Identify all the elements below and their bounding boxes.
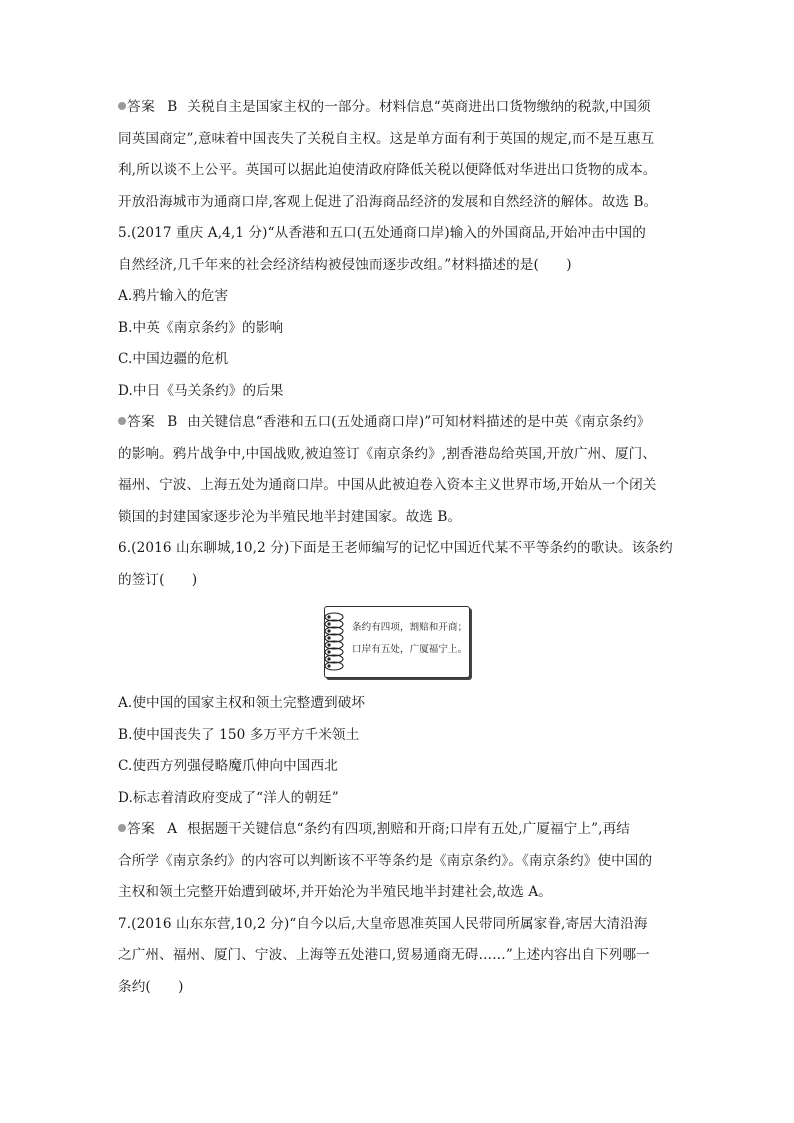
mnemonic-poem-figure xyxy=(118,596,678,688)
answer-letter: B xyxy=(167,414,178,430)
q5-answer xyxy=(118,407,678,439)
answer-label: 答案 xyxy=(127,99,156,115)
answer-text-line: 根据题干关键信息“条约有四项,割赔和开商;口岸有五处,广厦福宁上”,再结 xyxy=(187,821,630,837)
answer-text-line: 关税自主是国家主权的一部分。材料信息“英商进出口货物缴纳的税款,中国须 xyxy=(187,99,651,115)
option-b[interactable]: B.使中国丧失了 150 多万平方千米领土 xyxy=(118,726,360,743)
question-stem-line: 5.(2017 重庆 A,4,1 分)“从香港和五口(五处通商口岸)输入的外国商品,开始冲击中国的 xyxy=(118,225,646,241)
option-b[interactable]: B.中英《南京条约》的影响 xyxy=(118,319,284,336)
question-stem-line: 之广州、福州、厦门、宁波、上海等五处港口,贸易通商无碍……”上述内容出自下列哪一 xyxy=(118,947,650,963)
option-d[interactable]: D.标志着清政府变成了“洋人的朝廷” xyxy=(118,789,339,806)
answer-text-line: 福州、宁波、上海五处为通商口岸。中国从此被迫卷入资本主义世界市场,开始从一个闭关 xyxy=(118,477,657,493)
q6-answer xyxy=(118,814,678,846)
answer-text-line: 合所学《南京条约》的内容可以判断该不平等条约是《南京条约》。《南京条约》使中国的 xyxy=(118,852,653,869)
question-stem-line: 6.(2016 山东聊城,10,2 分)下面是王老师编写的记忆中国近代某不平等条约的歌诀。该条约 xyxy=(118,540,673,556)
answer-label: 答案 xyxy=(127,414,156,430)
option-c[interactable]: C.使西方列强侵略魔爪伸向中国西北 xyxy=(118,758,338,774)
answer-letter: A xyxy=(167,821,178,837)
answer-text-line: 由关键信息“香港和五口(五处通商口岸)”可知材料描述的是中英《南京条约》 xyxy=(187,414,651,430)
question-stem-line: 7.(2016 山东东营,10,2 分)“自今以后,大皇帝恩准英国人民带同所属家眷,寄居大清沿海 xyxy=(118,915,648,932)
question-stem-line: 的签订( ) xyxy=(118,571,198,588)
question-stem-line: 自然经济,几千年来的社会经济结构被侵蚀而逐步改组。”材料描述的是( ) xyxy=(118,256,572,273)
answer-bullet-icon xyxy=(118,824,126,832)
option-a[interactable]: A.鸦片输入的危害 xyxy=(118,288,229,304)
question-5 xyxy=(118,218,678,533)
answer-text-line: 同英国商定”,意味着中国丧失了关税自主权。这是单方面有利于英国的规定,而不是互惠互 xyxy=(118,130,655,147)
spiral-binding-icon xyxy=(321,611,349,673)
poem-text xyxy=(352,617,467,661)
option-a[interactable]: A.使中国的国家主权和领土完整遭到破坏 xyxy=(118,695,366,711)
option-d[interactable]: D.中日《马关条约》的后果 xyxy=(118,382,284,399)
option-c[interactable]: C.中国边疆的危机 xyxy=(118,351,229,367)
question-7 xyxy=(118,909,678,1004)
answer-bullet-icon xyxy=(118,102,126,110)
answer-bullet-icon xyxy=(118,417,126,425)
answer-text-line: 开放沿海城市为通商口岸,客观上促进了沿海商品经济的发展和自然经济的解体。故选 B。 xyxy=(118,193,658,210)
answer-label: 答案 xyxy=(127,821,156,837)
notebook-card xyxy=(324,606,470,678)
answer-letter: B xyxy=(167,99,178,115)
answer-text-line: 主权和领土完整开始遭到破坏,并开始沦为半殖民地半封建社会,故选 A。 xyxy=(118,884,552,900)
question-6 xyxy=(118,533,678,909)
answer-text-line: 的影响。鸦片战争中,中国战败,被迫签订《南京条约》,割香港岛给英国,开放广州、厦门、 xyxy=(118,445,657,462)
poem-line: 口岸有五处，广厦福宁上。 xyxy=(352,644,468,655)
answer-text-line: 锁国的封建国家逐步沦为半殖民地半封建国家。故选 B。 xyxy=(118,508,462,525)
worksheet-page xyxy=(118,92,678,1003)
poem-line: 条约有四项，割赔和开商； xyxy=(352,622,468,633)
question-stem-line: 条约( ) xyxy=(118,978,184,995)
answer-text-line: 利,所以谈不上公平。英国可以据此迫使清政府降低关税以便降低对华进出口货物的成本。 xyxy=(118,162,657,178)
q4-answer xyxy=(118,92,678,218)
